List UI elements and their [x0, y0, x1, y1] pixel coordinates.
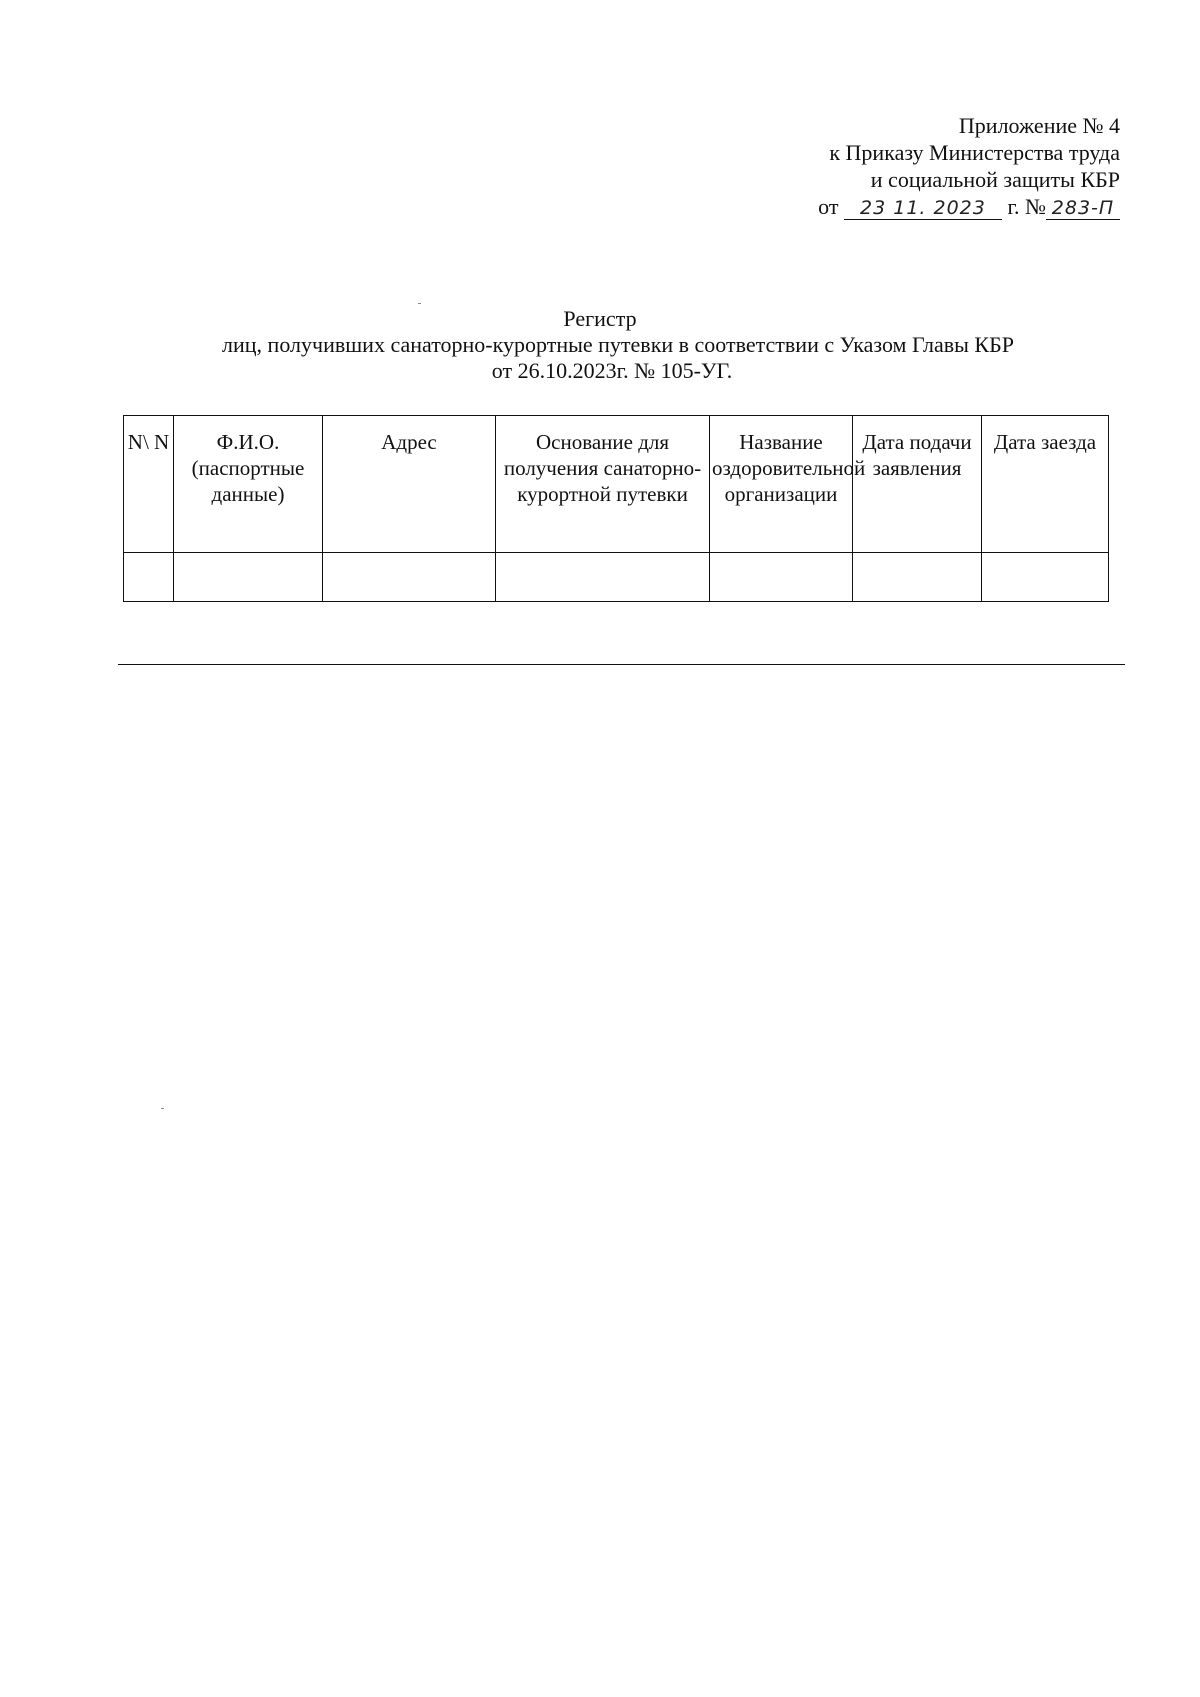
table-header-row — [124, 416, 1109, 553]
column-header-basis: Основание для получения санаторно-курортной путевки — [496, 416, 710, 553]
table-cell — [323, 553, 496, 602]
appendix-title: Приложение № 4 — [958, 113, 1120, 138]
table-cell — [496, 553, 710, 602]
column-header-number: N\ N — [124, 416, 174, 553]
column-header-organization: Название оздоровительной организации — [710, 416, 853, 553]
document-title-block — [0, 306, 1200, 384]
table-cell — [853, 553, 982, 602]
table-cell — [982, 553, 1109, 602]
scan-speck — [161, 1108, 164, 1109]
column-header-full-name: Ф.И.О. (паспортные данные) — [174, 416, 323, 553]
scan-speck — [418, 303, 421, 304]
appendix-header — [818, 112, 1120, 220]
table-cell — [174, 553, 323, 602]
appendix-order-ref: к Приказу Министерства труда — [829, 140, 1120, 165]
column-header-application-date: Дата подачи заявления — [853, 416, 982, 553]
handwritten-number: 283-П — [1046, 197, 1120, 220]
column-header-address: Адрес — [323, 416, 496, 553]
document-title: Регистр — [563, 306, 637, 331]
table-row — [124, 553, 1109, 602]
document-subtitle: лиц, получивших санаторно-курортные путевки в соответствии с Указом Главы КБР — [222, 332, 1014, 357]
horizontal-divider — [118, 664, 1125, 665]
column-header-arrival-date: Дата заезда — [982, 416, 1109, 553]
decree-reference: от 26.10.2023г. № 105-УГ. — [491, 358, 733, 383]
number-prefix: г. № — [1007, 194, 1046, 219]
table-cell — [124, 553, 174, 602]
appendix-date-line — [818, 193, 1120, 220]
handwritten-date: 23 11. 2023 — [844, 197, 1002, 220]
appendix-ministry: и социальной защиты КБР — [870, 167, 1120, 192]
register-table — [123, 415, 1109, 602]
date-prefix: от — [818, 194, 839, 219]
table-cell — [710, 553, 853, 602]
